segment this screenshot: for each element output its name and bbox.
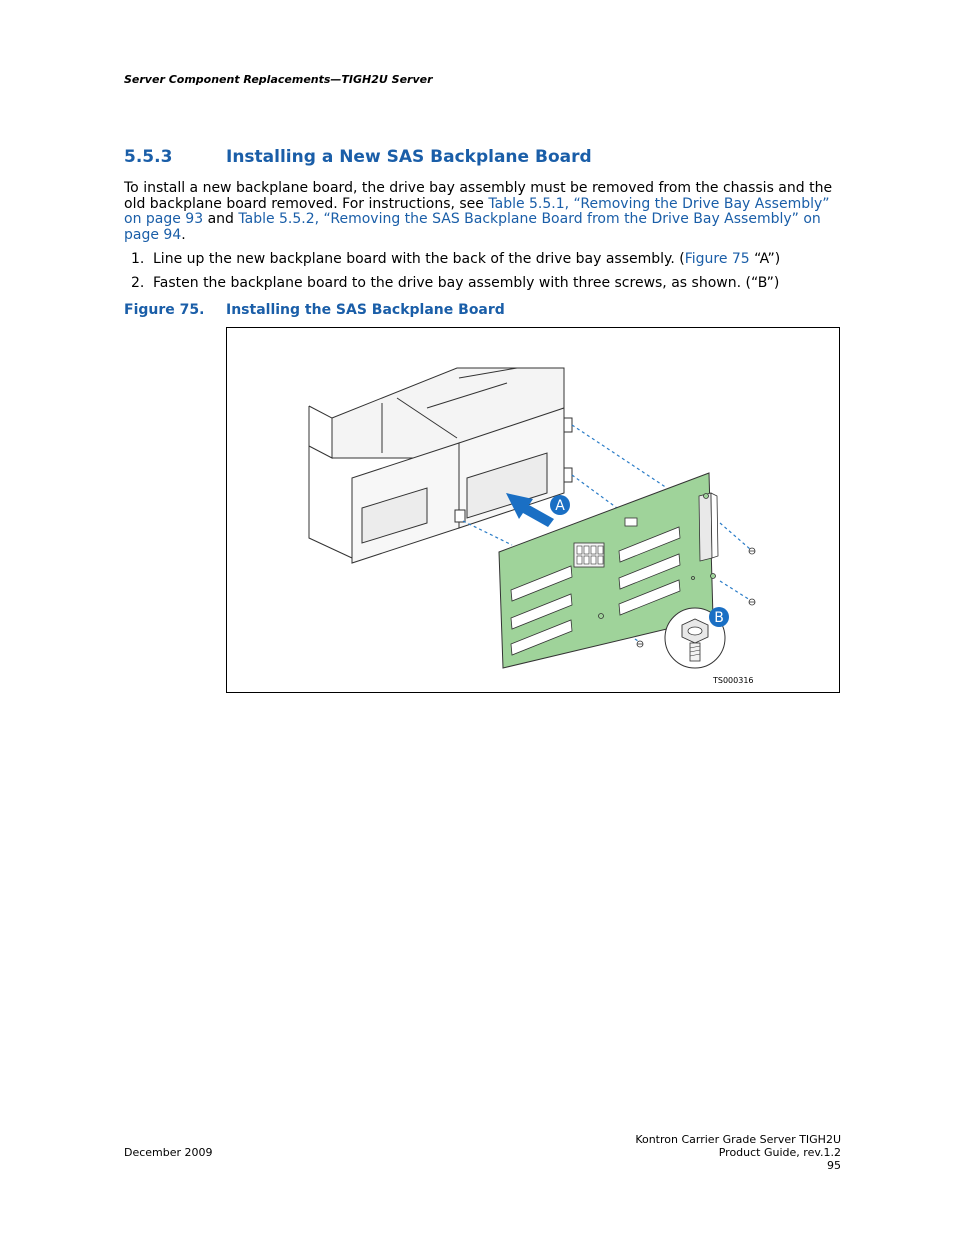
- intro-text-3: .: [181, 226, 186, 243]
- screw-icon: [749, 548, 755, 554]
- figure-illustration: [226, 327, 840, 693]
- link-table-5-5-2[interactable]: Table 5.5.2, “Removing the SAS Backplane Board from the Drive Bay Assembly” on page 94: [124, 211, 821, 243]
- intro-text-1: To install a new backplane board, the drive bay assembly must be removed from the chassis and the old backplane board removed. For instructions, see: [124, 180, 833, 212]
- footer-guide: Product Guide, rev.1.2: [718, 1146, 841, 1159]
- section-heading: [124, 147, 592, 167]
- backplane-install-diagram: [227, 328, 840, 693]
- running-header: Server Component Replacements—TIGH2U Server: [124, 73, 433, 86]
- intro-text-2: and: [203, 211, 239, 228]
- steps-list: [124, 251, 840, 299]
- footer-date: December 2009: [124, 1146, 213, 1159]
- figure-caption: [124, 302, 505, 318]
- section-number: 5.5.3: [124, 147, 173, 167]
- figure-title: Installing the SAS Backplane Board: [226, 302, 505, 318]
- callout-a-label: A: [555, 498, 565, 514]
- figure-image-id: TS000316: [713, 676, 754, 685]
- screw-icon: [637, 641, 643, 647]
- step-text-after: “A”): [749, 251, 781, 267]
- page-number: 95: [827, 1159, 841, 1172]
- step-number: 2.: [131, 275, 145, 291]
- footer-right: [635, 1133, 841, 1172]
- link-table-5-5-1[interactable]: Table 5.5.1, “Removing the Drive Bay Assembly” on page 93: [124, 195, 830, 228]
- step-text: Fasten the backplane board to the drive bay assembly with three screws, as shown. (“B”): [153, 275, 780, 291]
- section-title: Installing a New SAS Backplane Board: [226, 147, 592, 167]
- callout-b-label: B: [714, 610, 724, 626]
- step-1: [124, 251, 840, 275]
- link-figure-75[interactable]: Figure 75: [684, 251, 750, 267]
- footer-product: Kontron Carrier Grade Server TIGH2U: [635, 1133, 841, 1146]
- step-number: 1.: [131, 251, 145, 267]
- drive-bay-assembly: [309, 368, 572, 563]
- screw-icon: [749, 599, 755, 605]
- figure-number: Figure 75.: [124, 302, 205, 318]
- step-text: Line up the new backplane board with the back of the drive bay assembly. (: [153, 251, 685, 267]
- step-2: [124, 275, 840, 299]
- intro-paragraph: [124, 181, 840, 243]
